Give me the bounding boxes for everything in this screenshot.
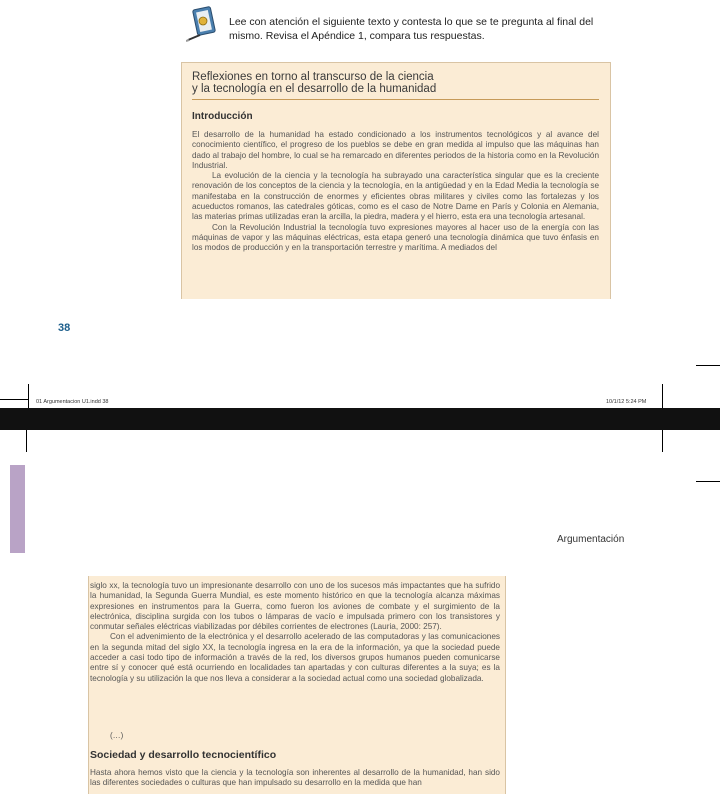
page-separator [0,408,720,430]
paragraph: El desarrollo de la humanidad ha estado condicionado a los instrumentos tecnológicos y al avance del conocimiento científico, el progreso de los pueblos se debe en gran medida al impulso que las máquinas han dado al trabajo del hombre, lo cual se ha remarcado en diferentes periodos de la historia como en la Revolución Industrial. [192,130,599,170]
crop-mark [26,430,27,452]
paragraph: siglo xx, la tecnología tuvo un impresionante desarrollo con uno de los sucesos más impactantes que ha sufrido la humanidad, la Segunda Guerra Mundial, es este momento histórico en que la tecnología alcanza máximas expresiones en instrumentos para la Guerra, como fueron los aviones de combate y el surgimiento de la electrónica, disciplina surgida con los tubos o lámparas de vacío e impulsada primero con los transistores y conmutar señales eléctricas viabilizadas por débiles corrientes de electrones (Lauria, 2000: 257). [90,581,500,632]
timestamp: 10/1/12 5:24 PM [606,399,647,405]
crop-mark [28,384,29,408]
notebook-pencil-icon [186,6,222,42]
section-label: Argumentación [557,534,625,545]
crop-mark [696,365,720,366]
ellipsis: (…) [110,731,124,740]
crop-mark [662,430,663,452]
reading-title-line-1: Reflexiones en torno al transcurso de la ciencia [192,71,434,83]
reading-title-line-2: y la tecnología en el desarrollo de la humanidad [192,83,437,95]
reading-body-continued [90,581,500,684]
file-info: 01 Argumentacion U1.indd 38 [36,399,109,405]
section-subheading: Sociedad y desarrollo tecnocientífico [90,749,277,761]
crop-mark [662,384,663,408]
subsection-body [90,768,500,789]
paragraph: Con el advenimiento de la electrónica y el desarrollo acelerado de las computadoras y las comunicaciones en la segunda mitad del siglo XX, la tecnología ingresa en la era de la información, ya que la sociedad puede acceder a casi todo tipo de información a través de la red, los diversos grupos humanos pueden comunicarse entre sí y conocer qué está ocurriendo en localidades tan apartadas y con culturas diferentes a la suya; es la tecnología y su utilización la que nos lleva a considerar a la sociedad actual como una sociedad globalizada. [90,632,500,683]
reading-title [192,71,602,95]
paragraph: Hasta ahora hemos visto que la ciencia y la tecnología son inherentes al desarrollo de la humanidad, han sido las diferentes sociedades o culturas que han impulsado su desarrollo en la medida que han [90,768,500,788]
section-tab [10,465,25,553]
intro-heading: Introducción [192,111,253,122]
paragraph: Con la Revolución Industrial la tecnología tuvo expresiones mayores al hacer uso de la energía con las máquinas de vapor y las máquinas eléctricas, esta etapa generó una tecnología dinámica que tuvo énfasis en los modos de producción y en la transportación terrestre y marítima. A mediados del [192,222,599,253]
page-number: 38 [58,322,71,334]
instruction-text: Lee con atención el siguiente texto y contesta lo que se te pregunta al final del mismo. Revisa el Apéndice 1, compara tus respuestas. [229,16,594,42]
crop-mark [0,399,28,400]
title-divider [192,99,599,100]
reading-body [192,130,599,254]
crop-mark [696,481,720,482]
paragraph: La evolución de la ciencia y la tecnología ha subrayado una característica singular que es la creciente renovación de los conceptos de la ciencia y la tecnología, en la antigüedad y en la Edad Media la tecnología se manifestaba en la construcción de enormes y eficientes obras militares y civiles como las fortalezas y los acueductos romanos, las catedrales góticas, como es el caso de Notre Dame en París y Colonia en Alemania, las materias primas utilizadas eran la arcilla, la piedra, madera y el hierro, esta era una tecnología artesanal. [192,171,599,222]
